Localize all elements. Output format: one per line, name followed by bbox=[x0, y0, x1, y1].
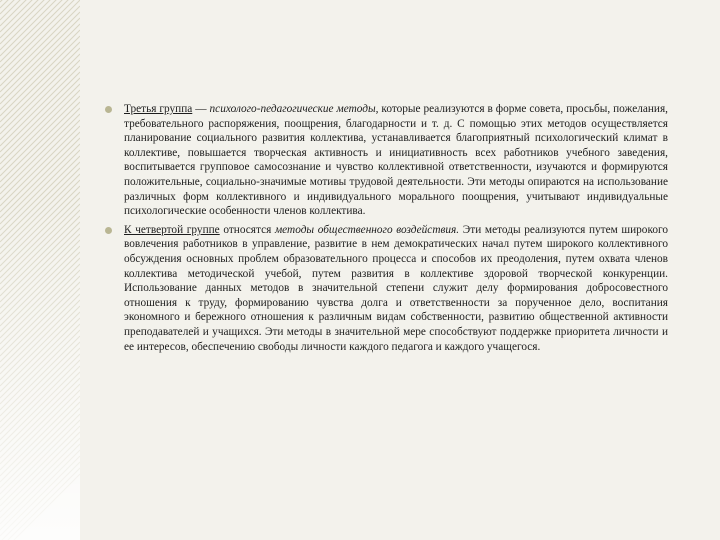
dash-text: — bbox=[192, 103, 210, 115]
pattern-stripe bbox=[0, 36, 80, 116]
paragraph-body: Эти методы реализуются путем широкого вовлечения работников в управление, развитие в нем демократических начал путем широкого коллективного обсуждения основных проблем образовательного процесса и способов их преодоления, путем охвата членов коллектива методической учебой, путем развития в коллективе здоровой творческой конкуренции. Использование данных методов в значительной степени служит делу формирования добросовестного отношения к труду, формированию чувства долга и ответственности за порученное дело, воспитания экономного и бережного отношения к различным видам собственности, развитию общественной активности преподавателей и учащихся. Эти методы в значительной мере способствуют поддержке приоритета личности и ее интересов, обеспечению свободы личности каждого педагога и каждого учащегося. bbox=[124, 223, 669, 353]
bullet-icon bbox=[105, 227, 112, 234]
pattern-stripe bbox=[0, 12, 80, 92]
pattern-stripe bbox=[0, 120, 80, 200]
pattern-stripe bbox=[0, 42, 80, 122]
pattern-stripe bbox=[0, 48, 80, 128]
method-name: психолого-педагогические методы, bbox=[209, 103, 379, 115]
decorative-corner-pattern bbox=[0, 0, 80, 540]
pattern-stripe bbox=[0, 18, 80, 98]
pattern-stripe bbox=[0, 114, 80, 194]
group-title: К четвертой группе bbox=[124, 223, 220, 236]
pattern-stripe bbox=[0, 102, 80, 182]
pattern-stripe bbox=[0, 0, 80, 80]
connector-text: относятся bbox=[219, 223, 275, 236]
pattern-stripe bbox=[0, 0, 80, 74]
list-item bbox=[104, 102, 668, 219]
bullet-icon bbox=[105, 106, 112, 113]
pattern-stripe bbox=[0, 60, 80, 140]
diagonal-stripes-graphic bbox=[0, 0, 80, 540]
paragraph-body: которые реализуются в форме совета, просьбы, пожелания, требовательного распоряжения, поощрения, благодарности и т. д. С помощью этих методов осуществляется планирование социального развития коллектива, устанавливается благоприятный психологический климат в коллективе, повышается творческая активность и инициативность всех работников учебного заведения, воспитывается групповое самосознание и чувство коллективной ответственности, изучаются и формируются положительные, социально-значимые мотивы трудовой деятельности. Эти методы опираются на использование различных форм коллективного и индивидуального морального поощрения, учитывают индивидуальные психологические особенности членов коллектива. bbox=[124, 103, 668, 218]
pattern-stripe bbox=[0, 30, 80, 110]
pattern-stripe bbox=[0, 90, 80, 170]
pattern-stripe bbox=[0, 72, 80, 152]
pattern-stripe bbox=[0, 54, 80, 134]
pattern-stripe bbox=[0, 78, 80, 158]
pattern-stripe bbox=[0, 96, 80, 176]
pattern-stripe bbox=[0, 66, 80, 146]
text-content bbox=[104, 102, 668, 354]
list-item bbox=[104, 223, 668, 354]
pattern-stripe bbox=[0, 108, 80, 188]
pattern-stripe bbox=[0, 84, 80, 164]
method-name: методы общественного воздействия. bbox=[274, 223, 460, 236]
pattern-stripe bbox=[0, 126, 80, 206]
group-title: Третья группа bbox=[124, 103, 193, 115]
pattern-stripe bbox=[0, 6, 80, 86]
pattern-stripe bbox=[0, 24, 80, 104]
